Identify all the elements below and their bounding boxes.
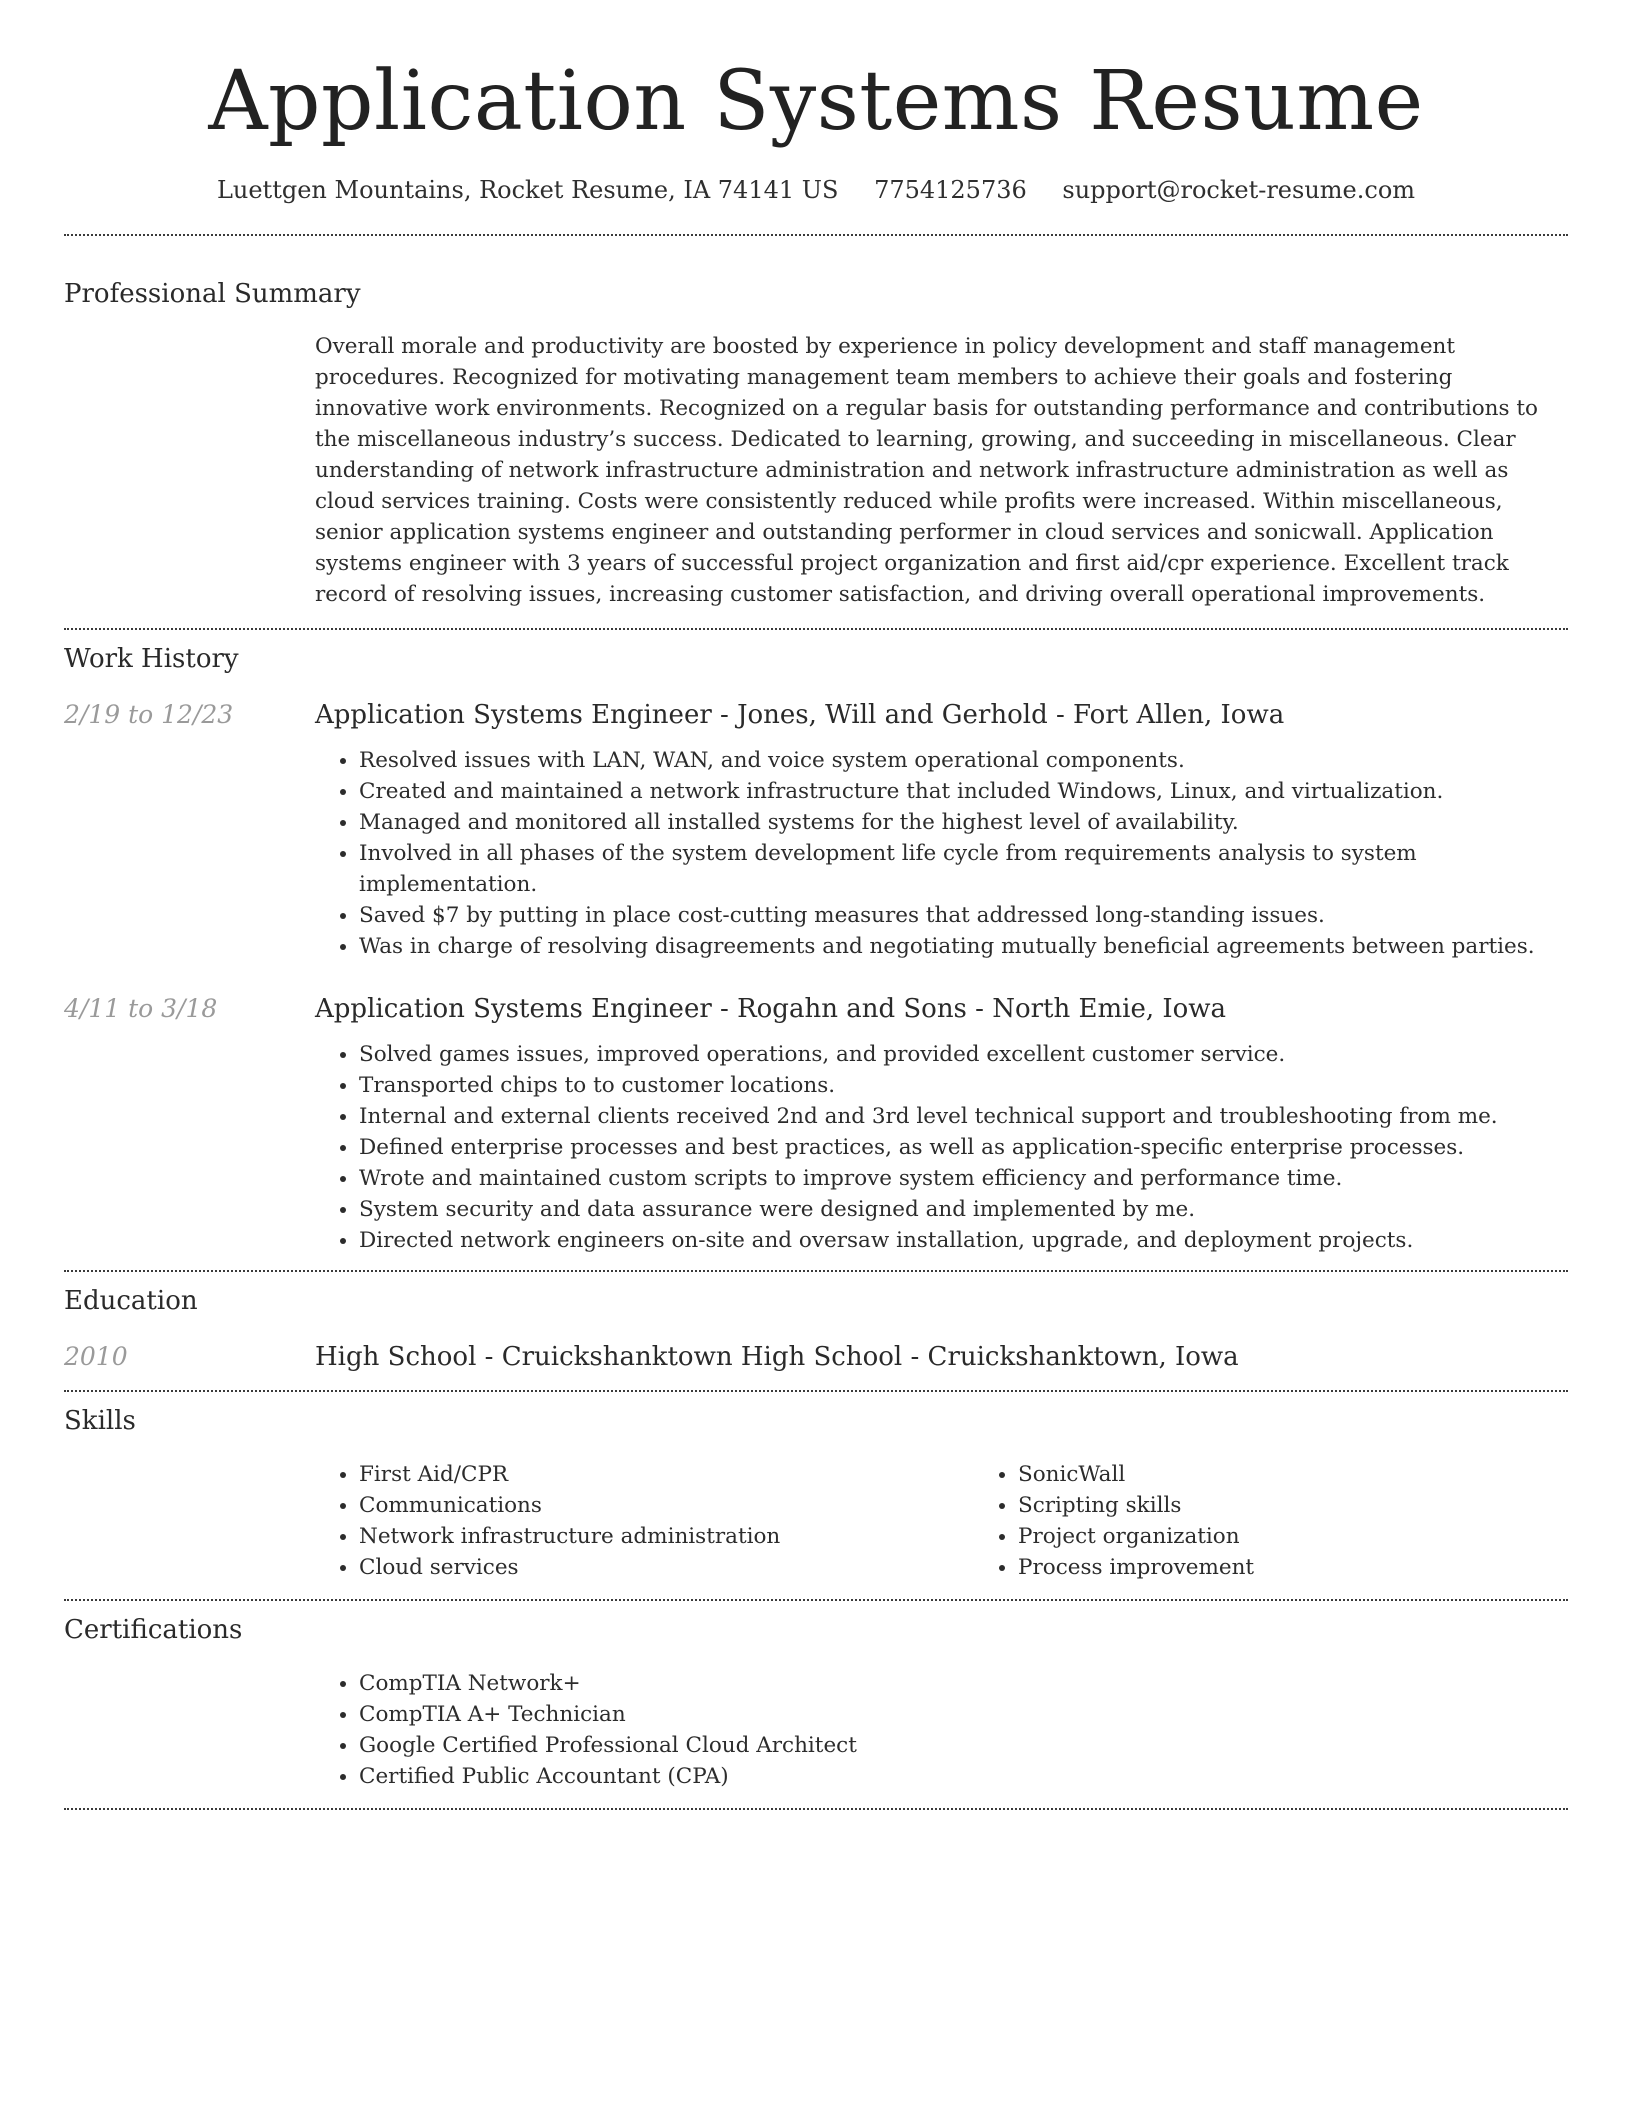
list-item: • Transported chips to to customer locations.	[359, 1070, 1568, 1101]
list-item: • Was in charge of resolving disagreements and negotiating mutually beneficial agreements between parties.	[359, 931, 1568, 962]
list-item: • Involved in all phases of the system development life cycle from requirements analysis to system implementation.	[359, 838, 1568, 900]
list-item: • CompTIA Network+	[359, 1668, 1568, 1699]
education-heading: High School - Cruickshanktown High School - Cruickshanktown, Iowa	[315, 1342, 1239, 1372]
list-item: • Directed network engineers on-site and oversaw installation, upgrade, and deployment projects.	[359, 1225, 1568, 1256]
education-section-title: Education	[64, 1286, 198, 1316]
job-bullets	[315, 1039, 1568, 1256]
resume-title: Application Systems Resume	[208, 54, 1424, 149]
education-entry	[64, 1340, 1568, 1374]
job-dates: 2/19 to 12/23	[64, 700, 234, 729]
list-item: • Wrote and maintained custom scripts to improve system efficiency and performance time.	[359, 1163, 1568, 1194]
divider	[64, 1390, 1568, 1392]
contact-phone: 7754125736	[874, 176, 1027, 204]
job-entry	[64, 698, 1568, 962]
divider	[64, 1599, 1568, 1601]
list-item: • Communications	[359, 1490, 974, 1521]
skills-list	[315, 1459, 1568, 1583]
education-year: 2010	[64, 1342, 128, 1371]
list-item: • Solved games issues, improved operations, and provided excellent customer service.	[359, 1039, 1568, 1070]
list-item: • Resolved issues with LAN, WAN, and voice system operational components.	[359, 745, 1568, 776]
list-item: • Scripting skills	[1018, 1490, 1254, 1521]
summary-section-title: Professional Summary	[64, 279, 361, 309]
job-entry	[64, 992, 1568, 1256]
list-item: • Internal and external clients received 2nd and 3rd level technical support and troubleshooting from me.	[359, 1101, 1568, 1132]
list-item: • Saved $7 by putting in place cost-cutting measures that addressed long-standing issues.	[359, 900, 1568, 931]
skills-column-right	[974, 1459, 1254, 1583]
certifications-list	[315, 1668, 1568, 1792]
summary-text: Overall morale and productivity are boosted by experience in policy development and staff management procedures. Recognized for motivating management team members to achieve their goals and fostering innovative work environments. Recognized on a regular basis for outstanding performance and contributions to the miscellaneous industry’s success. Dedicated to learning, growing, and succeeding in miscellaneous. Clear understanding of network infrastructure administration and network infrastructure administration as well as cloud services training. Costs were consistently reduced while profits were increased. Within miscellaneous, senior application systems engineer and outstanding performer in cloud services and sonicwall. Application systems engineer with 3 years of successful project organization and first aid/cpr experience. Excellent track record of resolving issues, increasing customer satisfaction, and driving overall operational improvements.	[315, 334, 1538, 607]
skills-column-left	[315, 1459, 974, 1583]
list-item: • Network infrastructure administration	[359, 1521, 974, 1552]
divider	[64, 1270, 1568, 1272]
divider	[64, 1808, 1568, 1810]
list-item: • First Aid/CPR	[359, 1459, 974, 1490]
list-item: • Certified Public Accountant (CPA)	[359, 1761, 1568, 1792]
certifications-section-title: Certifications	[64, 1615, 243, 1645]
list-item: • Created and maintained a network infrastructure that included Windows, Linux, and virtualization.	[359, 776, 1568, 807]
certifications-bullets	[315, 1668, 1568, 1792]
work-history-section-title: Work History	[64, 644, 239, 674]
job-heading: Application Systems Engineer - Rogahn and Sons - North Emie, Iowa	[315, 994, 1227, 1024]
list-item: • Defined enterprise processes and best practices, as well as application-specific enterprise processes.	[359, 1132, 1568, 1163]
list-item: • System security and data assurance were designed and implemented by me.	[359, 1194, 1568, 1225]
list-item: • CompTIA A+ Technician	[359, 1699, 1568, 1730]
job-bullets	[315, 745, 1568, 962]
divider	[64, 628, 1568, 630]
list-item: • Managed and monitored all installed systems for the highest level of availability.	[359, 807, 1568, 838]
job-dates: 4/11 to 3/18	[64, 994, 218, 1023]
contact-email: support@rocket-resume.com	[1062, 176, 1416, 204]
list-item: • SonicWall	[1018, 1459, 1254, 1490]
list-item: • Google Certified Professional Cloud Architect	[359, 1730, 1568, 1761]
list-item: • Process improvement	[1018, 1552, 1254, 1583]
contact-line	[64, 174, 1568, 206]
job-heading: Application Systems Engineer - Jones, Will and Gerhold - Fort Allen, Iowa	[315, 700, 1285, 730]
list-item: • Cloud services	[359, 1552, 974, 1583]
divider	[64, 234, 1568, 236]
contact-address: Luettgen Mountains, Rocket Resume, IA 74141 US	[216, 176, 839, 204]
list-item: • Project organization	[1018, 1521, 1254, 1552]
skills-section-title: Skills	[64, 1406, 136, 1436]
